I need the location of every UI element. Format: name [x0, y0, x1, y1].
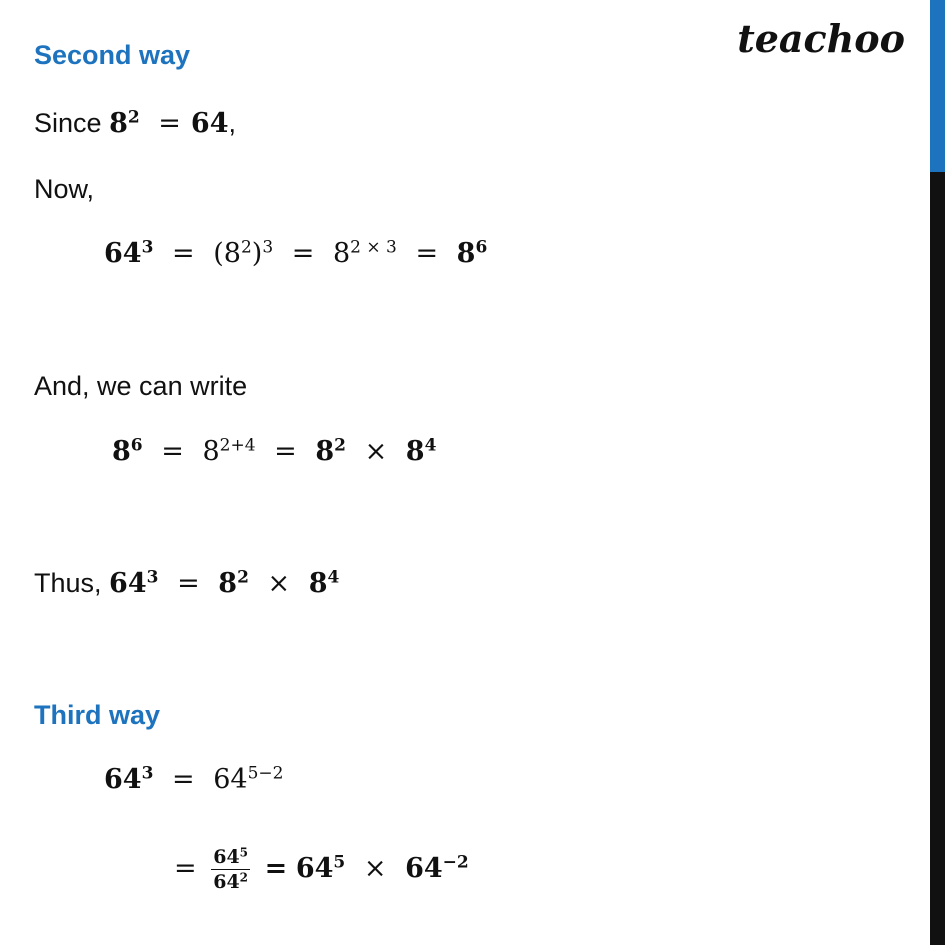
fraction: $\frac{64^5}{64^2}$: [213, 845, 249, 893]
since-label: Since: [34, 108, 102, 138]
since-line: Since $8^2 = 64$,: [34, 107, 237, 139]
equation-64-cubed-as-difference: $64^3 = 64^{5-2}$: [104, 763, 284, 795]
now-label: Now,: [34, 174, 95, 204]
teachoo-logo: teachoo: [737, 16, 905, 61]
thus-line: [34, 568, 339, 599]
since-math: $8^2 = 64$: [109, 107, 229, 139]
thus-math: $64^3 = 8^2 \times 8^4$: [109, 567, 340, 599]
equation-fraction-form: = $\frac{64^5}{64^2}$ = $64^5 \times 64^{-2}$: [174, 845, 469, 893]
thus-label: Thus,: [34, 568, 102, 598]
third-way-heading: Third way: [34, 700, 161, 730]
equation-8-sixth-split: $8^6 = 8^{2+4} = 8^2 \times 8^4$: [112, 435, 437, 467]
equation-64-cubed-as-8-power: $64^3 = (8^2)^3 = 8^{2 \times 3} = 8^6$: [104, 237, 488, 269]
second-way-heading: Second way: [34, 40, 191, 70]
scrollbar-thumb[interactable]: [930, 0, 945, 172]
and-label: And, we can write: [34, 371, 248, 401]
